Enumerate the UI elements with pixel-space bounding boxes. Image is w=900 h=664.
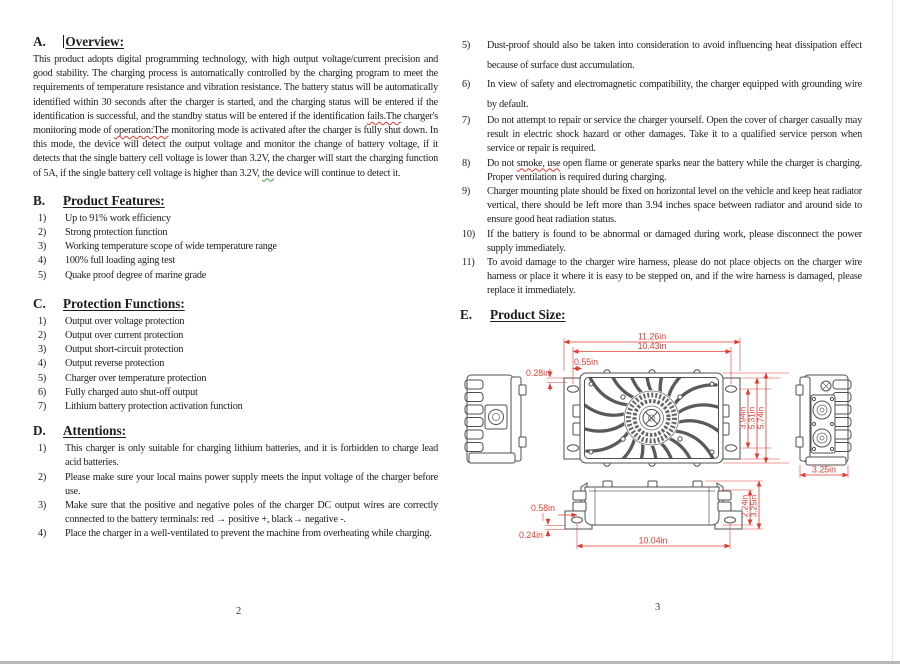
item-number: 3) [38, 500, 47, 512]
section-b-heading [33, 193, 438, 209]
item-text: This charger is only suitable for charging lithium batteries, and it is forbidden to charge lead acid batteries. [65, 443, 438, 469]
item-text: Up to 91% work efficiency [65, 212, 171, 224]
list-item [33, 254, 438, 268]
dim-mid-height: 5.31in [747, 406, 757, 430]
item-text: Fully charged auto shut-off output [65, 386, 198, 398]
item-text: If the battery is found to be abnormal or damaged during work, please disconnect the power supply immediately. [487, 228, 862, 254]
attentions-list [33, 442, 438, 541]
features-list [33, 212, 438, 283]
item-text: Output reverse protection [65, 358, 165, 370]
bottom-view [565, 481, 742, 529]
item-number: 6) [462, 79, 471, 90]
item-number: 9) [462, 186, 471, 198]
side-view-left [465, 375, 526, 463]
item-text: Make sure that the positive and negative poles of the charger DC output wires are correctly connected to the battery terminals: red → positive +, black→ negative -. [65, 500, 438, 526]
item-number: 8) [462, 157, 471, 169]
list-item [33, 315, 438, 329]
item-text: Dust-proof should also be taken into consideration to avoid influencing heat dissipation effect because of surface dust accumulation. [487, 40, 862, 71]
section-e-heading [460, 307, 862, 323]
page-2-text-area[interactable] [33, 34, 438, 542]
section-b-letter: B. [33, 192, 46, 208]
dim-bottom-hole-offset-y: 0.24in [519, 530, 543, 540]
section-c-heading [33, 296, 438, 312]
item-number: 7) [38, 401, 47, 413]
dimensions-side [800, 465, 848, 479]
dim-bottom-body-height: 2.24in [740, 494, 750, 518]
dim-bottom-hole-offset-x: 0.58in [531, 503, 555, 513]
dim-hole-offset-x: 0.55in [574, 357, 598, 367]
item-number: 4) [38, 255, 47, 267]
section-c-letter: C. [33, 295, 46, 311]
item-number: 2) [38, 227, 47, 239]
list-item [33, 471, 438, 499]
section-d-heading [33, 423, 438, 439]
page-edge-line [892, 0, 893, 661]
item-text: 100% full loading aging test [65, 255, 175, 267]
item-number: 5) [38, 269, 47, 281]
attentions-list-continued [460, 36, 862, 299]
list-item [460, 75, 862, 114]
item-number: 11) [462, 257, 475, 269]
fan-hub [624, 390, 680, 446]
dim-bottom-width: 10.04in [638, 535, 668, 546]
section-b-title: Product Features: [63, 192, 165, 208]
list-item [33, 372, 438, 386]
side-view-right [796, 375, 851, 465]
section-a-heading [33, 34, 438, 50]
list-item [33, 527, 438, 541]
list-item [33, 400, 438, 414]
list-item [33, 269, 438, 283]
item-text: To avoid damage to the charger wire harness, please do not place objects on the charger wire harness or place it where it is easy to be stepped on, and if the wire harness is damaged, please replace it immediately. [487, 257, 862, 297]
item-text: In view of safety and electromagnetic compatibility, the charger equipped with grounding wire by default. [487, 79, 862, 110]
list-item [33, 212, 438, 226]
list-item [33, 226, 438, 240]
item-number: 4) [38, 528, 47, 540]
section-e-letter: E. [460, 306, 473, 322]
section-d-letter: D. [33, 423, 46, 439]
protection-list [33, 315, 438, 414]
dim-hole-offset-y: 0.28in [526, 368, 550, 378]
item-text: Lithium battery protection activation function [65, 401, 243, 413]
list-item [33, 343, 438, 357]
item-number: 1) [38, 315, 47, 327]
list-item [460, 114, 862, 157]
list-item [33, 357, 438, 371]
section-c-title: Protection Functions: [63, 295, 185, 311]
item-text: Charger mounting plate should be fixed on horizontal level on the vehicle and keep heat radiator vertical, there should be left more than 3.94 inches space between radiator and around side to ensure good heat radiation status. [487, 186, 862, 226]
dim-side-width: 3.25in [812, 464, 836, 475]
item-text: Output over voltage protection [65, 315, 185, 327]
item-number: 2) [38, 330, 47, 342]
item-number: 5) [38, 372, 47, 384]
list-item [33, 329, 438, 343]
item-text: Charger over temperature protection [65, 372, 207, 384]
list-item [33, 386, 438, 400]
item-number: 2) [38, 471, 47, 483]
section-a-letter: A. [33, 34, 46, 49]
item-number: 3) [38, 241, 47, 253]
overview-paragraph: This product adopts digital programming technology, with high output voltage/current precision and good stability. The charging process is automatically controlled by the charging program to meet the requirements of temperature resistance and vibration resistance. The battery status will be automatically identified within 30 seconds after the charger is started, and the charging status will be entered if the identification is successful, and the standby status will be entered if the identification fails.The charger's monitoring mode of operation:The monitoring mode is activated after the charger is fully shut down. In this mode, the device will detect the output voltage and monitor the change of battery voltage, if it detects that the single battery cell voltage is lower than 3.2V, the charger will start the charging function of 5A, if the single battery cell voltage is higher than 3.2V, the device will continue to detect it. [33, 54, 438, 179]
item-number: 7) [462, 115, 471, 126]
item-text: Do not attempt to repair or service the charger yourself. Open the cover of charger casually may result in electric shock hazard or other damages. Take it to a qualified service person when service or repair is required. [487, 115, 862, 155]
list-item [460, 185, 862, 228]
item-text: Do not smoke, use open flame or generate sparks near the battery while the charger is charging. Proper ventilation is required during charging. [487, 157, 862, 183]
section-d-title: Attentions: [63, 423, 127, 439]
item-number: 1) [38, 212, 47, 224]
list-item [460, 36, 862, 75]
item-text: Output over current protection [65, 330, 184, 342]
list-item [33, 499, 438, 527]
item-text: Please make sure your local mains power supply meets the input voltage of the charger before use. [65, 471, 438, 497]
page-number-2: 2 [236, 606, 242, 617]
page-number-3: 3 [655, 602, 661, 613]
item-number: 6) [38, 386, 47, 398]
list-item [460, 256, 862, 299]
dim-total-width: 11.26in [637, 331, 667, 342]
list-item [33, 442, 438, 470]
page-3-text-area[interactable] [460, 36, 862, 326]
item-text: Strong protection function [65, 227, 168, 239]
item-number: 4) [38, 358, 47, 370]
list-item [460, 157, 862, 185]
dim-inner-width: 10.43in [637, 341, 667, 351]
list-item [33, 240, 438, 254]
section-a-title: Overview: [65, 34, 124, 49]
item-text: Quake proof degree of marine grade [65, 269, 207, 281]
dim-total-height: 5.74in [756, 406, 766, 430]
section-e-title: Product Size: [490, 306, 566, 322]
item-number: 10) [462, 228, 475, 240]
item-number: 1) [38, 443, 47, 455]
list-item [460, 228, 862, 256]
item-text: Working temperature scope of wide temperature range [65, 241, 277, 253]
item-number: 3) [38, 344, 47, 356]
dim-bottom-total-height: 3.25in [749, 494, 759, 518]
item-text: Output short-circuit protection [65, 344, 184, 356]
product-size-drawing [455, 325, 895, 595]
dim-body-height: 3.94in [738, 406, 748, 430]
item-number: 5) [462, 40, 471, 51]
item-text: Place the charger in a well-ventilated to prevent the machine from overheating while charging. [65, 528, 432, 540]
